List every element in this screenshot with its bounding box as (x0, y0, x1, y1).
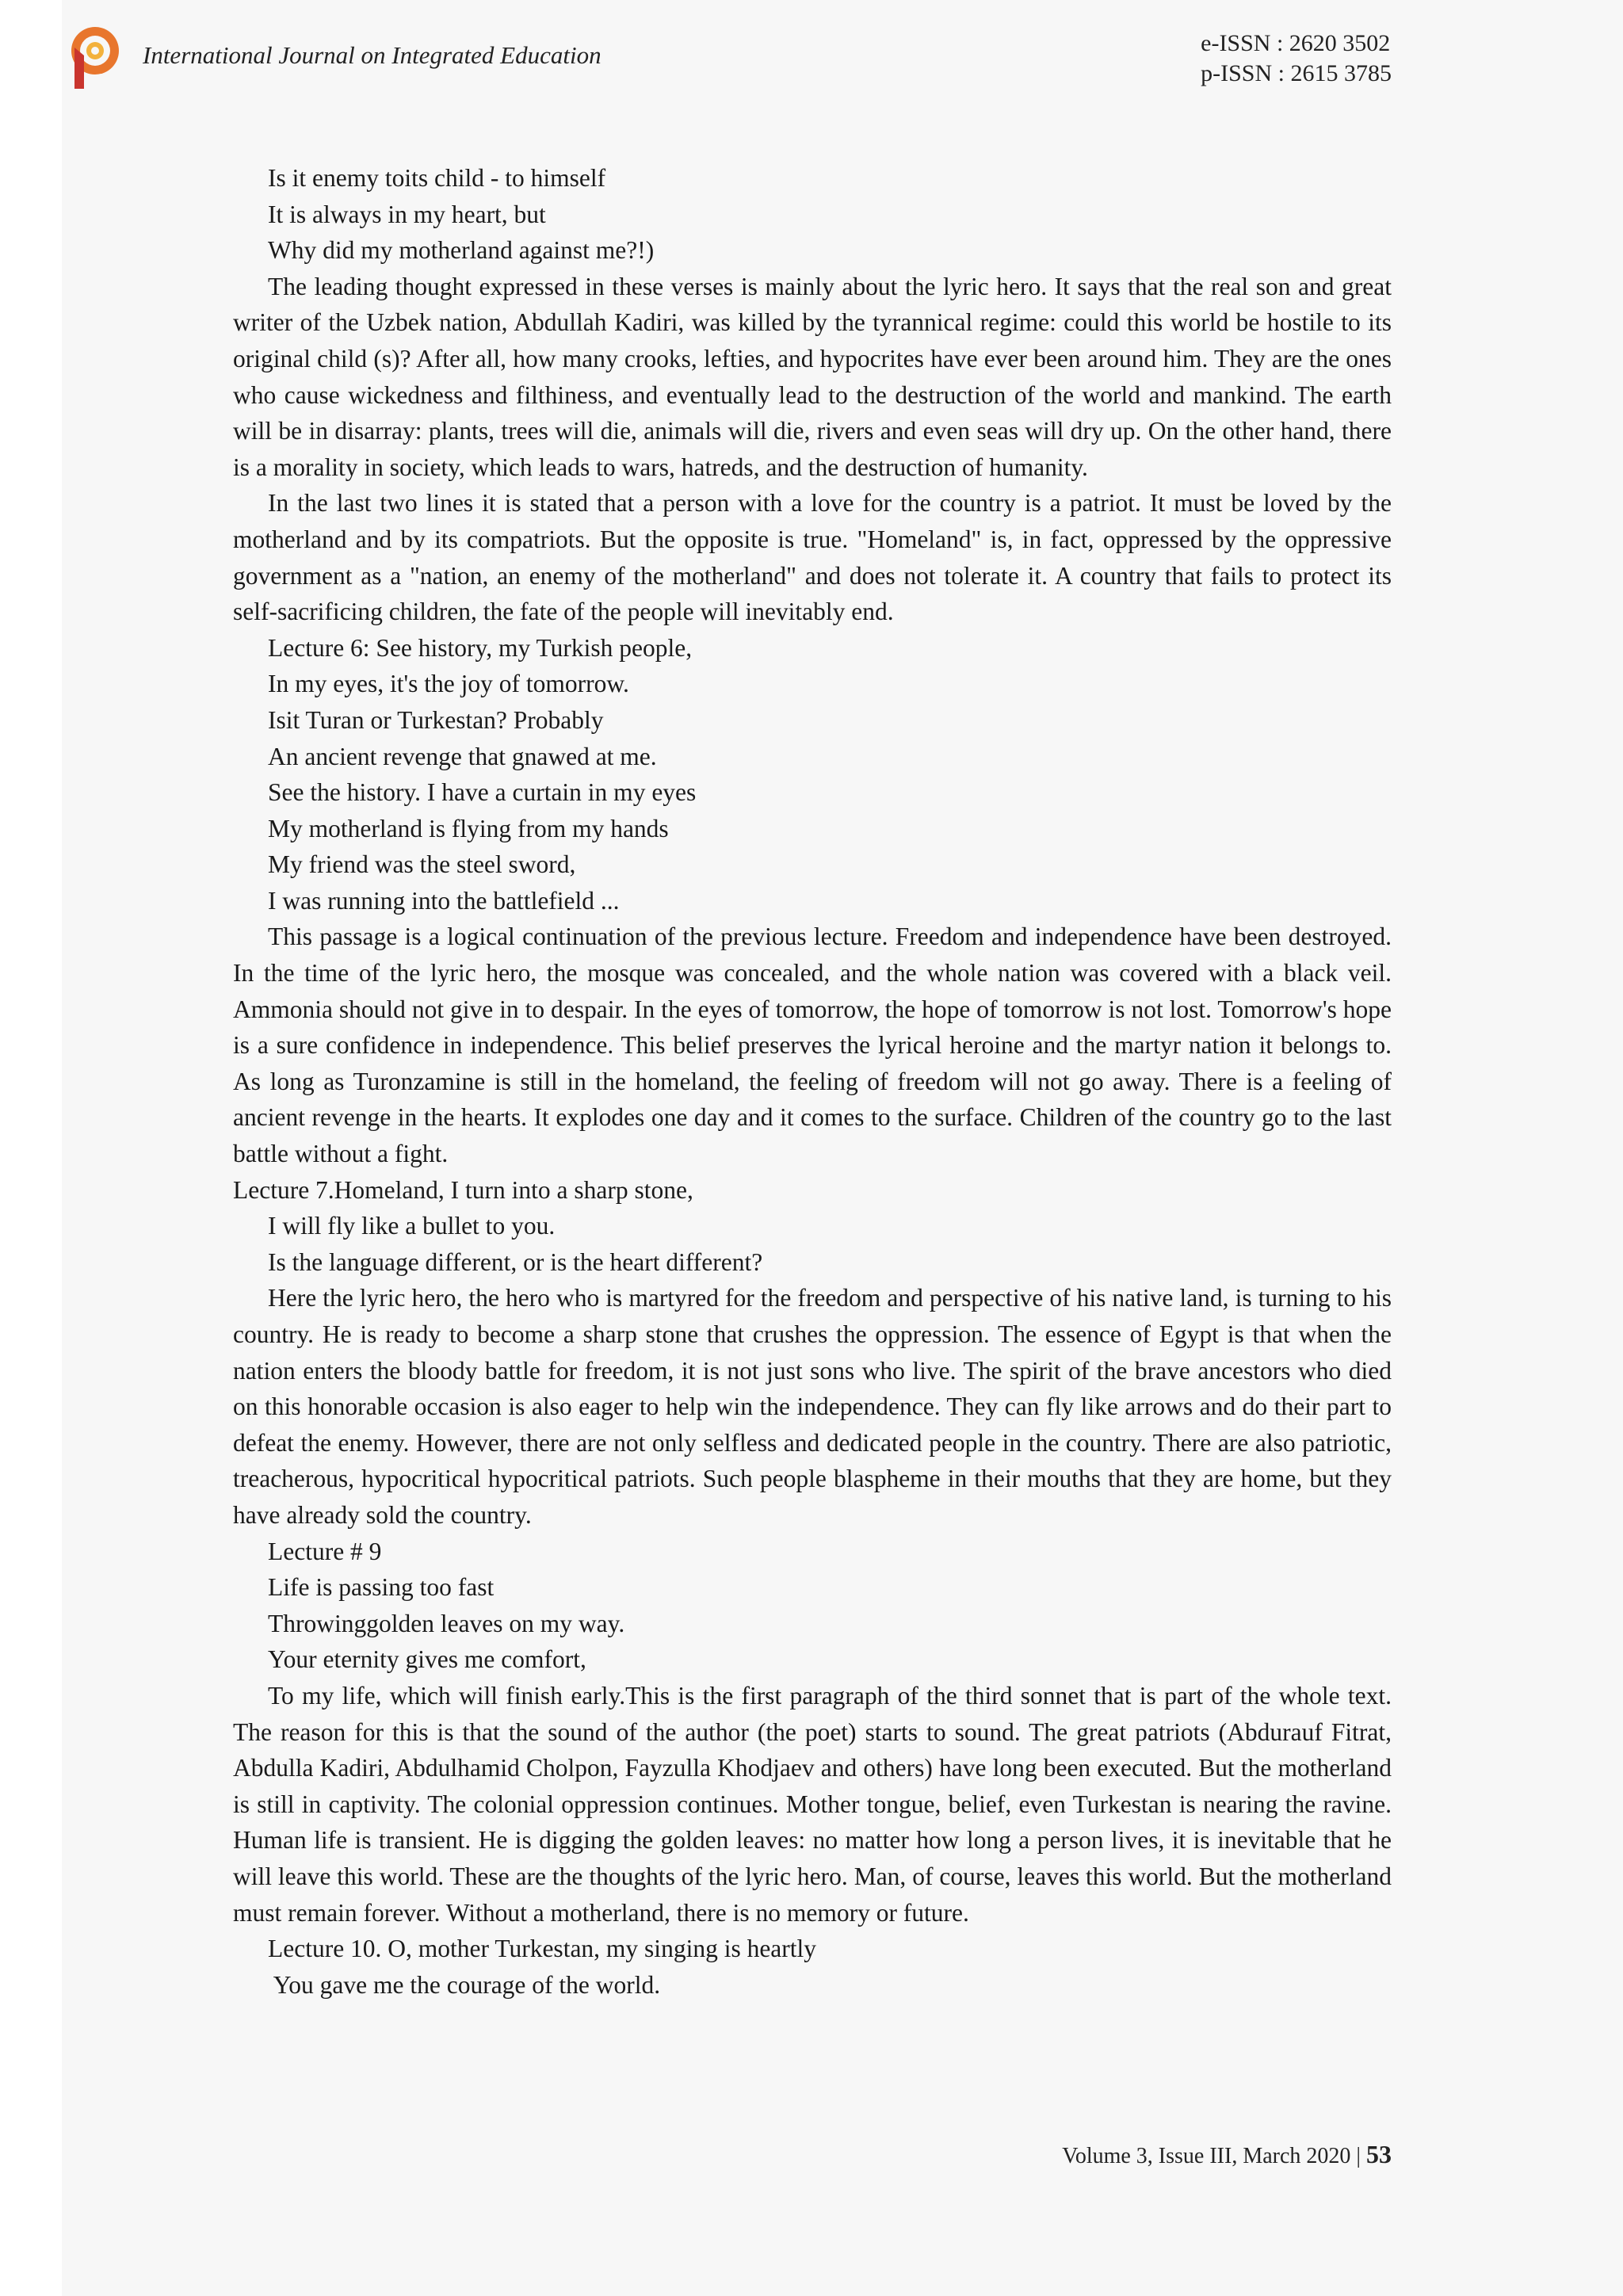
article-body (233, 160, 1392, 2003)
journal-logo-icon (67, 24, 122, 90)
verse-line: See the history. I have a curtain in my eyes (268, 778, 697, 807)
verse-line: Your eternity gives me comfort, (268, 1645, 586, 1674)
eissn: e-ISSN : 2620 3502 (1201, 30, 1391, 56)
paragraph: To my life, which will finish early.This is the first paragraph of the third sonnet that is part of the whole text. The reason for this is that the sound of the author (the poet) starts to sound. The great patriots (Abdurauf Fitrat, Abdulla Kadiri, Abdulhamid Cholpon, Fayzulla Khodjaev and others) have long been executed. But the motherland is still in captivity. The colonial oppression continues. Mother tongue, belief, even Turkestan is nearing the ravine. Human life is transient. He is digging the golden leaves: no matter how long a person lives, it is inevitable that he will leave this world. These are the thoughts of the lyric hero. Man, of course, leaves this world. But the motherland must remain forever. Without a motherland, there is no memory or future. (233, 1681, 1392, 1927)
verse-line: Is it enemy toits child - to himself (268, 164, 606, 192)
verse-line: Lecture 10. O, mother Turkestan, my singing is heartly (268, 1935, 817, 1963)
paragraph: In the last two lines it is stated that a person with a love for the country is a patriot. It must be loved by the motherland and by its compatriots. But the opposite is true. "Homeland" is, in fact, oppressed by the oppressive government as a "nation, an enemy of the motherland" and does not tolerate it. A country that fails to protect its self-sacrificing children, the fate of the people will inevitably end. (233, 489, 1392, 626)
verse-line: In my eyes, it's the joy of tomorrow. (268, 670, 629, 698)
verse-line: You gave me the courage of the world. (268, 1970, 661, 1999)
verse-line: Lecture 7.Homeland, I turn into a sharp stone, (233, 1175, 693, 1204)
paragraph: Here the lyric hero, the hero who is martyred for the freedom and perspective of his native land, is turning to his country. He is ready to become a sharp stone that crushes the oppression. The essence of Egypt is that when the nation enters the bloody battle for freedom, it is not just sons who live. The spirit of the brave ancestors who died on this honorable occasion is also eager to help win the independence. They can fly like arrows and do their part to defeat the enemy. However, there are not only selfless and dedicated people in the country. There are also patriotic, treacherous, hypocritical hypocritical patriots. Such people blaspheme in their mouths that they are home, but they have already sold the country. (233, 1284, 1392, 1529)
verse-line: My friend was the steel sword, (268, 850, 576, 879)
issn-block (1201, 29, 1392, 89)
verse-line: It is always in my heart, but (268, 200, 546, 228)
page-number: 53 (1366, 2140, 1392, 2168)
verse-line: I will fly like a bullet to you. (268, 1212, 556, 1240)
paragraph: The leading thought expressed in these verses is mainly about the lyric hero. It says that the real son and great writer of the Uzbek nation, Abdullah Kadiri, was killed by the tyrannical regime: could this world be hostile to its original child (s)? After all, how many crooks, lefties, and hypocrites have ever been around him. They are the ones who cause wickedness and filthiness, and eventually lead to the destruction of the world and mankind. The earth will be in disarray: plants, trees will die, animals will die, rivers and even seas will dry up. On the other hand, there is a morality in society, which leads to wars, hatreds, and the destruction of humanity. (233, 272, 1392, 481)
verse-line: An ancient revenge that gnawed at me. (268, 742, 657, 770)
verse-line: Isit Turan or Turkestan? Probably (268, 705, 604, 734)
pissn: p-ISSN : 2615 3785 (1201, 60, 1392, 86)
verse-line: Is the language different, or is the heart different? (268, 1247, 763, 1276)
verse-line: Life is passing too fast (268, 1573, 495, 1602)
journal-title: International Journal on Integrated Education (143, 41, 601, 69)
page-footer (1062, 2140, 1392, 2169)
verse-line: Throwinggolden leaves on my way. (268, 1609, 625, 1637)
verse-line: Lecture 6: See history, my Turkish people, (268, 633, 693, 662)
journal-logo (67, 24, 122, 90)
paragraph: This passage is a logical continuation of the previous lecture. Freedom and independence have been destroyed. In the time of the lyric hero, the mosque was concealed, and the whole nation was covered with a black veil. Ammonia should not give in to despair. In the eyes of tomorrow, the hope of tomorrow is not lost. Tomorrow's hope is a sure confidence in independence. This belief preserves the lyrical heroine and the martyr nation it belongs to. As long as Turonzamine is still in the homeland, the feeling of freedom will not go away. There is a feeling of ancient revenge in the hearts. It explodes one day and it comes to the surface. Children of the country go to the last battle without a fight. (233, 923, 1392, 1168)
verse-line: Why did my motherland against me?!) (268, 236, 655, 265)
volume-info: Volume 3, Issue III, March 2020 | (1062, 2144, 1361, 2168)
verse-line: Lecture # 9 (268, 1537, 382, 1565)
verse-line: I was running into the battlefield ... (268, 886, 620, 915)
verse-line: My motherland is flying from my hands (268, 814, 669, 842)
